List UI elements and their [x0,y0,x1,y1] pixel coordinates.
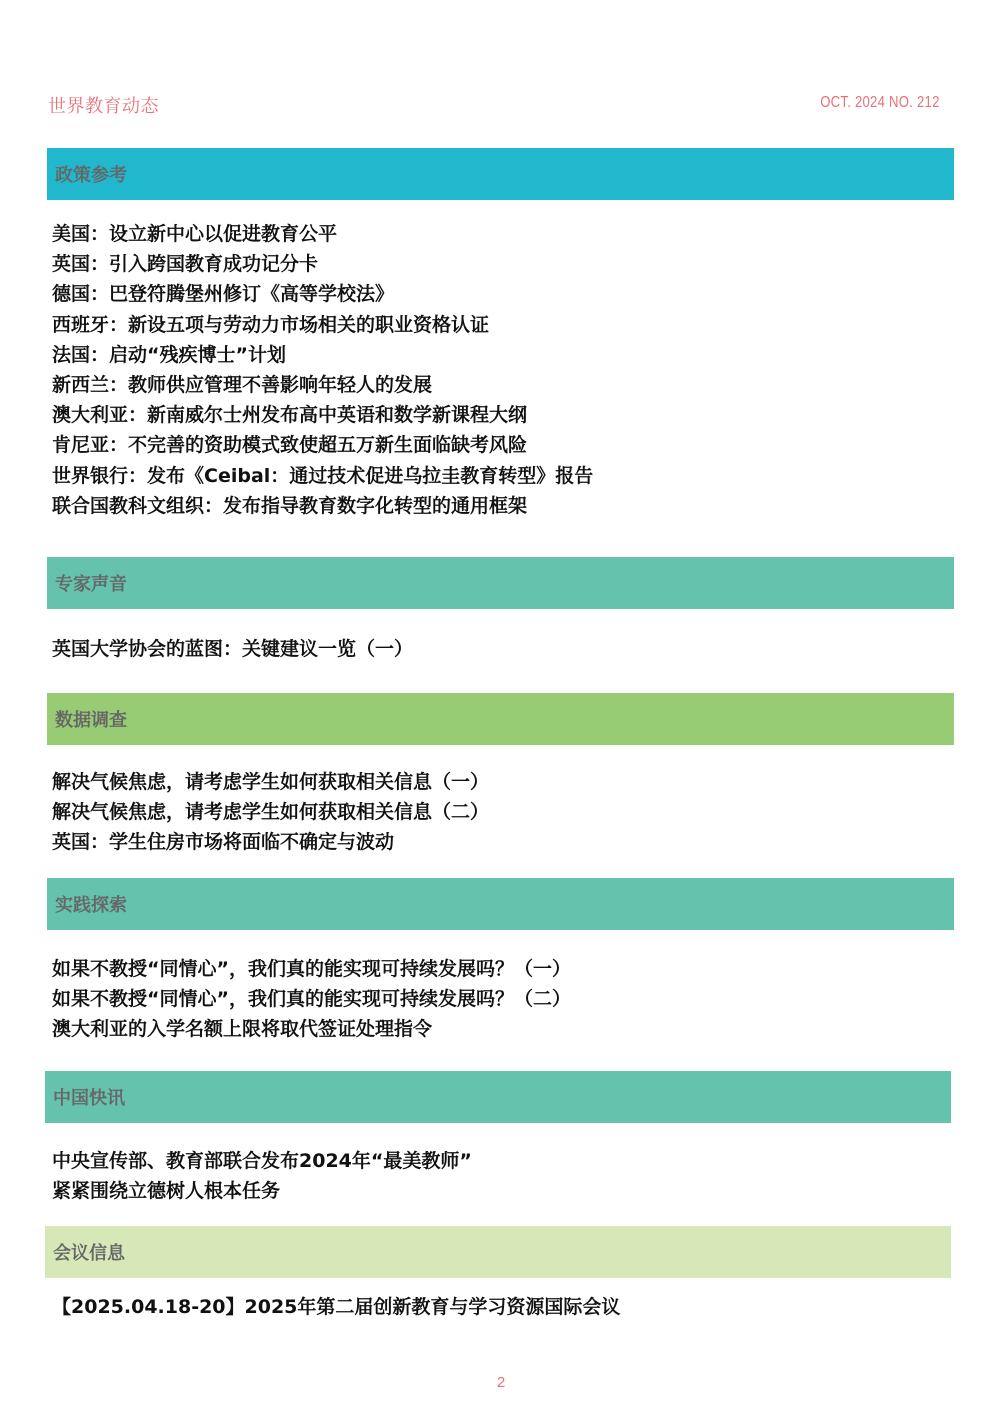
list-item[interactable]: 西班牙：新设五项与劳动力市场相关的职业资格认证 [52,313,490,336]
list-item[interactable]: 英国：引入跨国教育成功记分卡 [52,253,319,276]
list-item[interactable]: 新西兰：教师供应管理不善影响年轻人的发展 [52,374,433,397]
list-item[interactable]: 肯尼亚：不完善的资助模式致使超五万新生面临缺考风险 [52,434,528,457]
china-list [52,1146,472,1206]
conference-list [52,1292,620,1322]
publication-title: 世界教育动态 [48,96,159,117]
list-item[interactable]: 英国：学生住房市场将面临不确定与波动 [52,831,395,854]
section-heading-data [47,693,954,745]
practice-list [52,954,571,1045]
list-item[interactable]: 解决气候焦虑，请考虑学生如何获取相关信息（一） [52,771,490,793]
list-item[interactable]: 紧紧围绕立德树人根本任务 [52,1180,281,1203]
list-item[interactable]: 美国：设立新中心以促进教育公平 [52,223,338,245]
section-heading-policy [47,148,954,200]
page-number: 2 [496,1374,506,1391]
section-heading-label: 中国快讯 [53,1088,125,1109]
list-item[interactable]: 【2025.04.18-20】2025年第二届创新教育与学习资源国际会议 [52,1296,621,1318]
list-item[interactable]: 法国：启动“残疾博士”计划 [52,343,286,366]
section-heading-label: 专家声音 [55,574,127,595]
list-item[interactable]: 如果不教授“同情心”，我们真的能实现可持续发展吗？（二） [52,988,571,1011]
section-heading-china [45,1071,951,1123]
list-item[interactable]: 澳大利亚：新南威尔士州发布高中英语和数学新课程大纲 [52,404,528,427]
list-item[interactable]: 英国大学协会的蓝图：关键建议一览（一） [52,638,414,660]
list-item[interactable]: 德国：巴登符腾堡州修订《高等学校法》 [52,283,395,306]
issue-label: OCT. 2024 NO. 212 [820,94,940,111]
list-item[interactable]: 世界银行：发布《Ceibal：通过技术促进乌拉圭教育转型》报告 [52,464,594,487]
section-heading-label: 会议信息 [53,1243,125,1264]
section-heading-conference [45,1226,951,1278]
list-item[interactable]: 联合国教科文组织：发布指导教育数字化转型的通用框架 [52,494,528,517]
list-item[interactable]: 解决气候焦虑，请考虑学生如何获取相关信息（二） [52,801,490,824]
list-item[interactable]: 澳大利亚的入学名额上限将取代签证处理指令 [52,1018,433,1041]
experts-list [52,634,413,664]
section-heading-experts [47,557,954,609]
section-heading-label: 实践探索 [55,895,127,916]
section-heading-label: 政策参考 [55,165,127,186]
policy-list [52,219,593,521]
list-item[interactable]: 中央宣传部、教育部联合发布2024年“最美教师” [52,1150,472,1172]
list-item[interactable]: 如果不教授“同情心”，我们真的能实现可持续发展吗？（一） [52,958,571,980]
data-list [52,767,489,858]
section-heading-label: 数据调查 [55,710,127,731]
section-heading-practice [47,878,954,930]
